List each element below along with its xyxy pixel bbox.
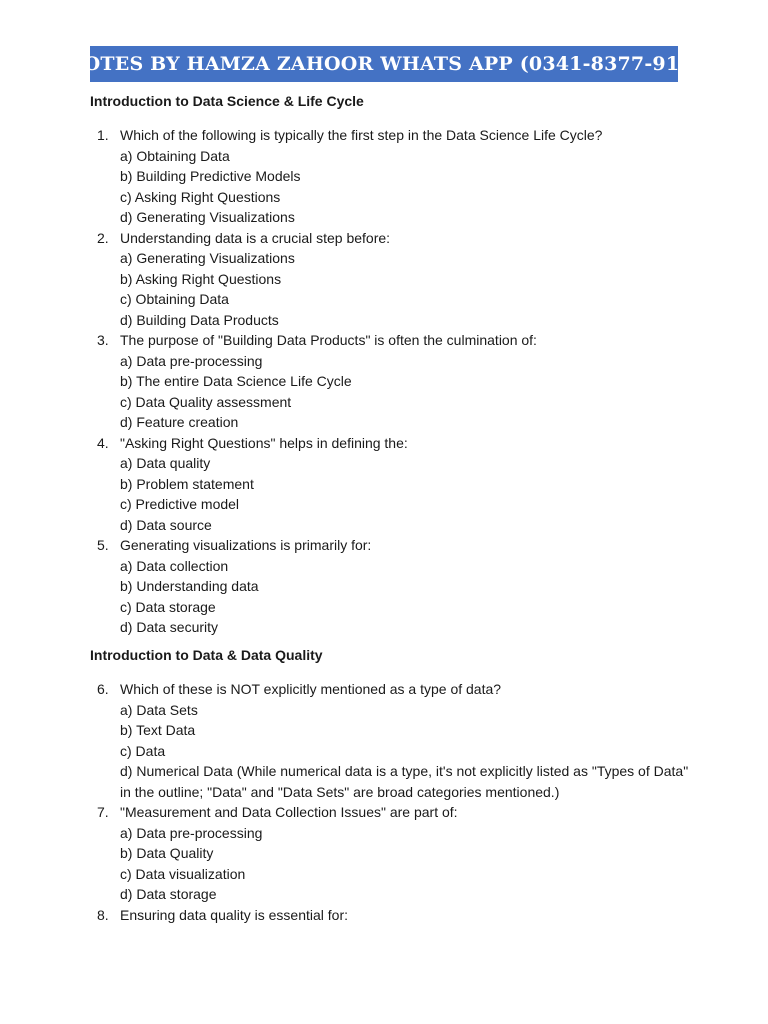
answer-option: d) Data security — [120, 619, 219, 635]
answer-option: a) Data quality — [120, 455, 211, 471]
question-list — [90, 679, 690, 925]
question-number: 2. — [97, 229, 109, 246]
question-text: The purpose of "Building Data Products" is often the culmination of: — [120, 332, 537, 348]
question-number: 8. — [97, 906, 109, 923]
answer-option: d) Data source — [120, 516, 212, 533]
answer-option: c) Data storage — [120, 598, 216, 615]
answer-option: b) Building Predictive Models — [120, 168, 301, 184]
answer-option: a) Obtaining Data — [120, 147, 230, 164]
answer-option: d) Feature creation — [120, 414, 239, 430]
question-item — [90, 228, 690, 331]
section-data-science-life-cycle — [90, 92, 690, 638]
header-banner — [66, 46, 702, 82]
answer-option: c) Predictive model — [120, 496, 240, 512]
question-text: Generating visualizations is primarily for: — [120, 537, 372, 553]
question-number: 1. — [97, 127, 109, 143]
question-number: 6. — [97, 681, 109, 697]
question-text: Understanding data is a crucial step before: — [120, 229, 391, 246]
answer-option: b) Asking Right Questions — [120, 270, 282, 287]
answer-option: c) Data visualization — [120, 865, 246, 882]
question-text: "Measurement and Data Collection Issues" are part of: — [120, 804, 458, 820]
answer-option: b) Problem statement — [120, 475, 254, 492]
question-text: Which of these is NOT explicitly mentioned as a type of data? — [120, 681, 502, 697]
section-data-quality — [90, 646, 690, 925]
question-text: "Asking Right Questions" helps in defining the: — [120, 434, 408, 451]
answer-option: d) Generating Visualizations — [120, 209, 295, 225]
answer-option: c) Asking Right Questions — [120, 188, 281, 205]
question-text: Which of the following is typically the first step in the Data Science Life Cycle? — [120, 127, 603, 143]
answer-option: d) Numerical Data (While numerical data is a type, it's not explicitly listed as "Types of Data" in the outline; "Data" and "Data Sets" are broad categories mentioned.) — [120, 763, 689, 800]
answer-option: b) Understanding data — [120, 578, 259, 594]
question-item — [90, 679, 690, 802]
answer-option: a) Generating Visualizations — [120, 250, 295, 266]
answer-option: b) Data Quality — [120, 845, 214, 861]
answer-option: c) Obtaining Data — [120, 291, 229, 307]
answer-option: d) Data storage — [120, 886, 217, 902]
question-item — [90, 905, 690, 926]
question-item — [90, 330, 690, 433]
answer-option: a) Data pre-processing — [120, 352, 263, 369]
answer-option: a) Data Sets — [120, 701, 198, 718]
banner-title: NOTES BY HAMZA ZAHOOR WHATS APP (0341-8377-917) — [66, 53, 702, 75]
answer-option: a) Data collection — [120, 557, 229, 574]
answer-option: d) Building Data Products — [120, 311, 279, 328]
question-number: 7. — [97, 804, 109, 820]
question-text: Ensuring data quality is essential for: — [120, 906, 349, 923]
question-item — [90, 802, 690, 905]
section-title: Introduction to Data Science & Life Cycle — [90, 93, 364, 109]
section-title: Introduction to Data & Data Quality — [90, 647, 323, 663]
question-number: 4. — [97, 434, 109, 451]
answer-option: c) Data — [120, 742, 166, 759]
question-list — [90, 125, 690, 638]
question-item — [90, 535, 690, 638]
question-item — [90, 433, 690, 536]
answer-option: a) Data pre-processing — [120, 824, 263, 841]
answer-option: c) Data Quality assessment — [120, 393, 292, 410]
question-item — [90, 125, 690, 228]
answer-option: b) The entire Data Science Life Cycle — [120, 373, 352, 389]
question-number: 5. — [97, 537, 109, 553]
question-number: 3. — [97, 332, 109, 348]
answer-option: b) Text Data — [120, 722, 196, 738]
